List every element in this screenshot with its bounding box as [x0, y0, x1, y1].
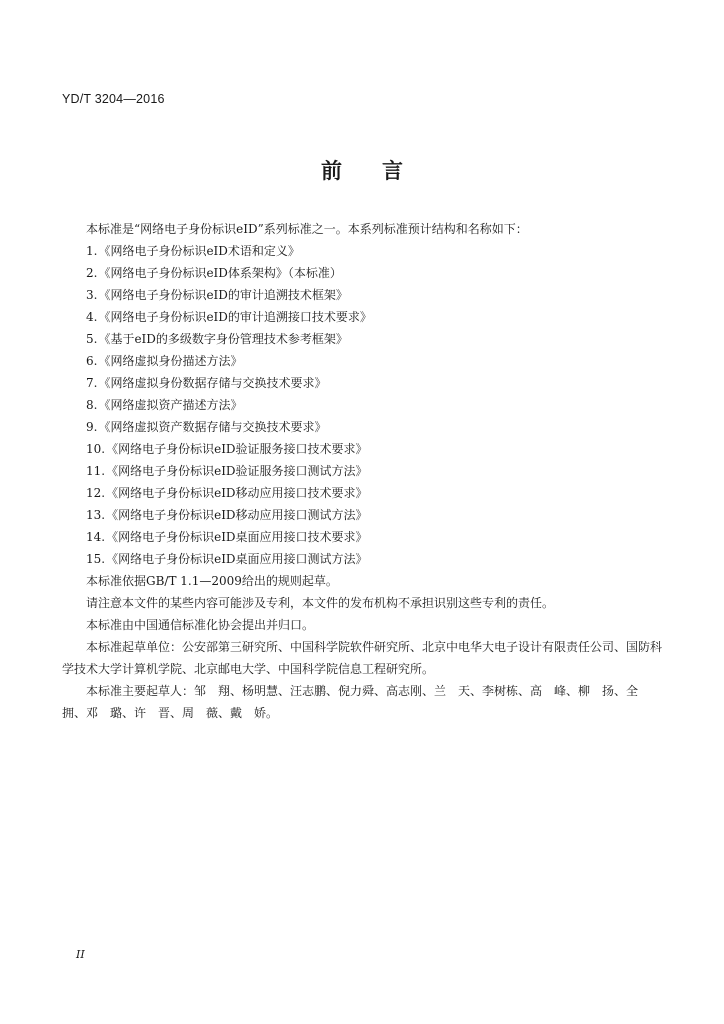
series-item-number: 6.	[86, 354, 98, 368]
series-item-name: 《网络虚拟身份数据存储与交换技术要求》	[98, 376, 327, 390]
drafting-rules-paragraph: 本标准依据GB/T 1.1—2009给出的规则起草。	[86, 574, 338, 588]
series-list	[62, 240, 666, 570]
series-item-number: 12.	[86, 486, 106, 500]
series-item	[62, 394, 666, 416]
series-item-name: 《网络电子身份标识eID移动应用接口测试方法》	[106, 508, 368, 522]
series-item	[62, 284, 666, 306]
series-item-number: 5.	[86, 332, 98, 346]
series-item-number: 1.	[86, 244, 98, 258]
series-item-name: 《网络虚拟身份描述方法》	[98, 354, 243, 368]
series-item-name: 《网络虚拟资产数据存储与交换技术要求》	[98, 420, 327, 434]
series-item	[62, 328, 666, 350]
series-item	[62, 482, 666, 504]
series-item-name: 《网络电子身份标识eID术语和定义》	[98, 244, 300, 258]
series-item	[62, 350, 666, 372]
series-item-number: 10.	[86, 442, 106, 456]
series-item	[62, 438, 666, 460]
foreword-title-char: 前	[321, 159, 342, 183]
series-item-name: 《网络电子身份标识eID验证服务接口测试方法》	[106, 464, 368, 478]
series-item-number: 8.	[86, 398, 98, 412]
series-item	[62, 504, 666, 526]
series-item-number: 9.	[86, 420, 98, 434]
drafters-paragraph: 本标准主要起草人：邹 翔、杨明慧、汪志鹏、倪力舜、高志刚、兰 天、李树栋、高 峰、柳 扬、全 拥、邓 璐、许 晋、周 薇、戴 娇。	[62, 684, 651, 720]
series-item-name: 《网络电子身份标识eID验证服务接口技术要求》	[106, 442, 368, 456]
series-item	[62, 416, 666, 438]
series-item-name: 《网络电子身份标识eID的审计追溯技术框架》	[98, 288, 348, 302]
series-item-number: 13.	[86, 508, 106, 522]
series-item	[62, 306, 666, 328]
series-item	[62, 372, 666, 394]
series-item	[62, 526, 666, 548]
series-item-number: 2.	[86, 266, 98, 280]
document-code-header: YD/T 3204—2016	[62, 92, 165, 106]
series-item	[62, 262, 666, 284]
series-item-number: 4.	[86, 310, 98, 324]
drafting-units-paragraph: 本标准起草单位：公安部第三研究所、中国科学院软件研究所、北京中电华大电子设计有限责任公司、国防科学技术大学计算机学院、北京邮电大学、中国科学院信息工程研究所。	[62, 640, 663, 676]
series-item-name: 《网络电子身份标识eID移动应用接口技术要求》	[106, 486, 368, 500]
series-item	[62, 240, 666, 262]
series-item-name: 《网络电子身份标识eID的审计追溯接口技术要求》	[98, 310, 372, 324]
foreword-title-char: 言	[382, 159, 403, 183]
series-item-name: 《网络电子身份标识eID体系架构》（本标准）	[98, 266, 342, 280]
proposer-paragraph: 本标准由中国通信标准化协会提出并归口。	[86, 618, 315, 632]
foreword-title	[0, 155, 724, 185]
series-item-name: 《网络电子身份标识eID桌面应用接口测试方法》	[106, 552, 368, 566]
page-number: II	[76, 948, 85, 961]
series-item-number: 14.	[86, 530, 106, 544]
series-item	[62, 460, 666, 482]
series-item-number: 3.	[86, 288, 98, 302]
series-item-name: 《基于eID的多级数字身份管理技术参考框架》	[98, 332, 348, 346]
series-item-name: 《网络电子身份标识eID桌面应用接口技术要求》	[106, 530, 368, 544]
series-item-number: 15.	[86, 552, 106, 566]
series-item-number: 7.	[86, 376, 98, 390]
series-item-number: 11.	[86, 464, 106, 478]
series-item-name: 《网络虚拟资产描述方法》	[98, 398, 243, 412]
patent-notice-paragraph: 请注意本文件的某些内容可能涉及专利，本文件的发布机构不承担识别这些专利的责任。	[86, 596, 555, 610]
intro-paragraph: 本标准是“网络电子身份标识eID”系列标准之一。本系列标准预计结构和名称如下：	[86, 222, 528, 236]
series-item	[62, 548, 666, 570]
foreword-body	[62, 218, 666, 724]
